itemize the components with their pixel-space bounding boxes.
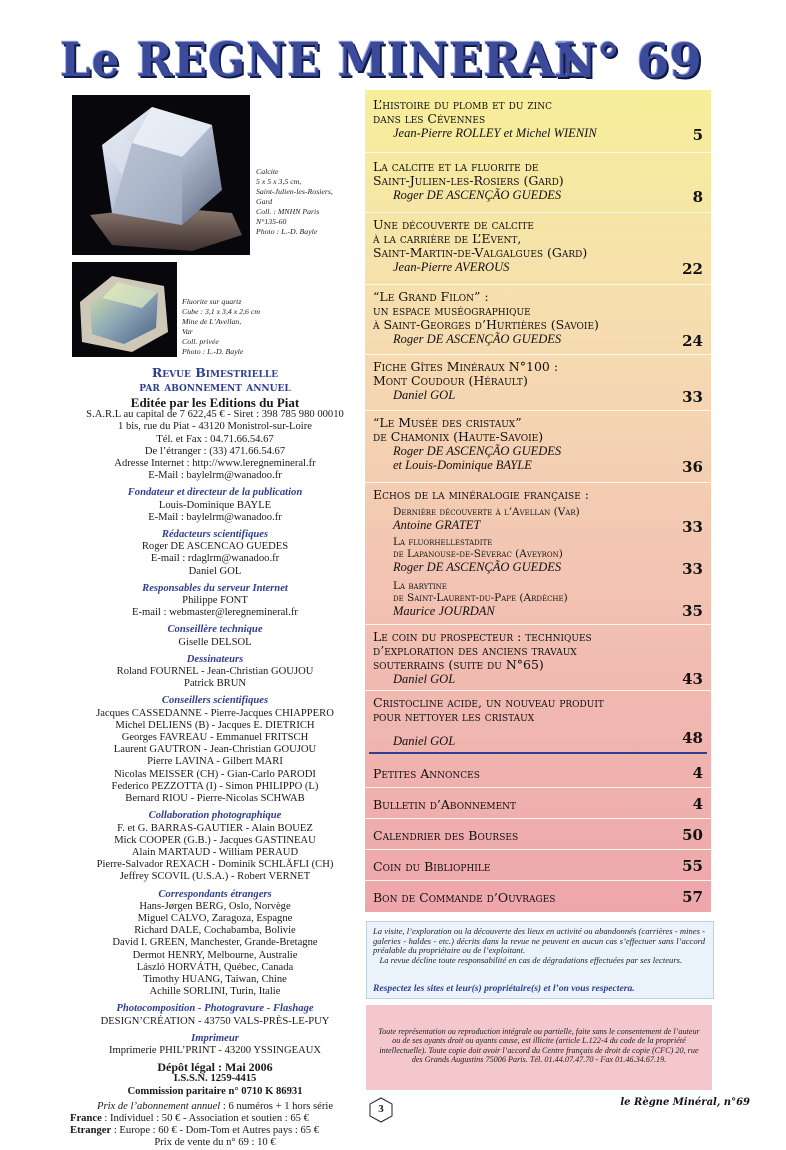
toc-page: 36 (682, 458, 703, 476)
toc-entry[interactable] (373, 359, 703, 406)
staff-line: Timothy HUANG, Taiwan, Chine (143, 973, 287, 985)
staff-line: E-Mail : baylelrm@wanadoo.fr (148, 511, 282, 523)
publisher-email[interactable]: E-Mail : baylelrm@wanadoo.fr (148, 470, 282, 482)
toc-title: à Saint-Georges d’Hurtières (Savoie) (373, 317, 599, 332)
publisher-line: De l’étranger : (33) 471.66.54.67 (144, 445, 286, 457)
commission-paritaire: Commission paritaire n° 0710 K 86931 (127, 1085, 303, 1097)
divider (365, 690, 711, 691)
publisher-line: 1 bis, rue du Piat - 43120 Monistrol-sur-Loire (118, 421, 312, 433)
toc-subtitle: de Saint-Laurent-du-Pape (Ardèche) (393, 592, 568, 604)
staff-line: Roland FOURNEL - Jean-Christian GOUJOU (116, 666, 314, 678)
toc-title: souterrains (suite du N°65) (373, 657, 544, 672)
staff-line: Pierre LAVINA - Gilbert MARI (147, 756, 283, 768)
toc-page: 33 (682, 560, 703, 578)
staff-line: F. et G. BARRAS-GAUTIER - Alain BOUEZ (117, 822, 313, 834)
toc-short-entry[interactable] (373, 859, 703, 874)
toc-subtitle: Dernière découverte à l’Avellan (Var) (393, 506, 580, 518)
toc-author: Roger DE ASCENÇÃO GUEDES (393, 188, 562, 202)
toc-subentry[interactable] (373, 536, 703, 578)
staff-line: Dermot HENRY, Melbourne, Australie (132, 949, 298, 961)
toc-author: Maurice JOURDAN (393, 604, 495, 618)
price-detail: : 6 numéros + 1 hors série (220, 1100, 334, 1112)
staff-line: Georges FAVREAU - Emmanuel FRITSCH (121, 732, 309, 744)
toc-entry[interactable] (373, 97, 703, 144)
staff-label: Dessinateurs (186, 653, 244, 665)
toc-title: Cristocline acide, un nouveau produit (373, 695, 604, 710)
toc-page: 4 (692, 764, 703, 782)
toc-author: Roger DE ASCENÇÃO GUEDES (393, 560, 562, 574)
toc-author: Daniel GOL (393, 388, 456, 402)
staff-line: Pierre-Salvador REXACH - Dominik SCHLÄFLI (CH) (96, 859, 334, 871)
publisher-line: Tél. et Fax : 04.71.66.54.67 (156, 433, 274, 445)
divider (365, 410, 711, 411)
toc-author: et Louis-Dominique BAYLE (393, 458, 532, 472)
fluorite-caption (182, 297, 302, 357)
toc-short-entry[interactable] (373, 828, 703, 843)
toc-page: 33 (682, 518, 703, 536)
toc-title: à la carrière de L’Event, (373, 231, 522, 246)
divider (369, 752, 707, 754)
toc-title: La calcite et la fluorite de (373, 159, 539, 174)
toc-author: Jean-Pierre ROLLEY et Michel WIENIN (393, 126, 597, 140)
caption-line: Var (182, 327, 193, 336)
toc-entry[interactable] (373, 630, 703, 686)
staff-line: E-mail : rdaglrm@wanadoo.fr (150, 553, 280, 565)
toc-author: Antoine GRATET (393, 518, 481, 532)
subscription-price (70, 1101, 360, 1113)
toc-subentry[interactable] (373, 580, 703, 618)
notice-text-1: La visite, l’exploration ou la découverte des lieux en activité ou abandonnés (carrières - mines - galeries - haldes - etc.) décrits dans la revue ne peuvent en aucun cas s’effectuer sans l’accord préalable du propriétaire ou de l’exploitant. (373, 926, 705, 956)
staff-line: Miguel CALVO, Zaragoza, Espagne (137, 912, 293, 924)
page-number (368, 1097, 394, 1123)
caption-line: 5 x 5 x 3,5 cm, (256, 177, 302, 186)
toc-title: dans les Cévennes (373, 111, 486, 126)
staff-label: Imprimeur (191, 1032, 239, 1044)
toc-subentry[interactable] (373, 506, 703, 536)
toc-page: 48 (682, 729, 703, 747)
toc-title: Saint-Martin-de-Valgalgues (Gard) (373, 245, 588, 260)
divider (365, 212, 711, 213)
toc-page: 4 (692, 795, 703, 813)
price-etranger-label: Etranger (70, 1125, 112, 1137)
divider (365, 787, 711, 788)
magazine-title: Le REGNE MINERAL (60, 32, 588, 88)
issn: I.S.S.N. 1259-4415 (173, 1073, 257, 1085)
cover-price: Prix de vente du n° 69 : 10 € (154, 1137, 276, 1149)
staff-line: Laurent GAUTRON - Jean-Christian GOUJOU (113, 744, 317, 756)
copyright-text: Toute représentation ou reproduction intégrale ou partielle, faite sans le consentement de l’auteur ou de ses ayants droit ou ayants cause, est illicite (article L.122-4 du code de la propriété intellectuelle). Toute copie doit avoir l’accord du Centre français de droit de copie (CFC) 20, rue des Grands Augustins 75006 Paris. Tél. 01.44.07.47.70 - Fax 01.46.34.67.19. (378, 1027, 700, 1065)
revue-frequency: Revue Bimestrielle (151, 365, 279, 380)
toc-page: 57 (682, 888, 703, 906)
staff-line: Jacques CASSEDANNE - Pierre-Jacques CHIAPPERO (96, 707, 334, 719)
divider (365, 849, 711, 850)
staff-line: Giselle DELSOL (178, 636, 252, 648)
staff-line: Nicolas MEISSER (CH) - Gian-Carlo PARODI (114, 768, 316, 780)
toc-entry[interactable] (373, 289, 703, 350)
staff-line: Achille SORLINI, Turin, Italie (149, 986, 281, 998)
divider (365, 880, 711, 881)
toc-author: Daniel GOL (393, 672, 456, 686)
caption-line: N°135-60 (256, 217, 287, 226)
toc-title: Saint-Julien-les-Rosiers (Gard) (373, 173, 564, 188)
toc-title: de Chamonix (Haute-Savoie) (373, 429, 544, 444)
staff-label: Conseillers scientifiques (161, 695, 269, 707)
toc-title: Une découverte de calcite (373, 217, 534, 232)
toc-entry[interactable] (373, 217, 703, 278)
toc-short-entry[interactable] (373, 766, 703, 781)
toc-title: un espace muséographique (373, 303, 531, 318)
staff-line: Louis-Dominique BAYLE (158, 499, 272, 511)
toc-entry[interactable] (373, 488, 703, 502)
staff-line: E-mail : webmaster@leregnemineral.fr (132, 607, 298, 619)
toc-subtitle: La fluorhellestadite (393, 536, 493, 548)
toc-short-entry[interactable] (373, 797, 703, 812)
depot-legal: Dépôt légal : Mai 2006 (157, 1060, 273, 1075)
toc-short-entry[interactable] (373, 890, 703, 905)
publisher-info (70, 366, 360, 1150)
issue-number: N° 69 (553, 34, 702, 89)
divider (365, 284, 711, 285)
toc-title: Bon de Commande d’Ouvrages (373, 890, 556, 905)
staff-line: Michel DELIENS (B) - Jacques E. DIETRICH (115, 719, 315, 731)
toc-page: 33 (682, 388, 703, 406)
site-access-notice (366, 921, 714, 999)
toc-page: 50 (682, 826, 703, 844)
staff-line: Alain MARTAUD - William PERAUD (131, 846, 299, 858)
caption-line: Cube : 3,1 x 3,4 x 2,6 cm (182, 307, 260, 316)
toc-page: 55 (682, 857, 703, 875)
staff-label: Photocomposition - Photogravure - Flashage (116, 1003, 314, 1015)
toc-author: Daniel GOL (393, 734, 456, 748)
toc-title: “Le Grand Filon” : (373, 289, 489, 304)
staff-line: Richard DALE, Cochabamba, Bolivie (134, 925, 296, 937)
toc-page: 35 (682, 602, 703, 620)
toc-subtitle: La barytine (393, 580, 447, 592)
divider (365, 152, 711, 153)
calcite-caption (256, 167, 356, 237)
toc-title: Fiche Gîtes Minéraux N°100 : (373, 359, 559, 374)
toc-page: 24 (682, 332, 703, 350)
masthead (60, 30, 720, 90)
staff-line: Roger DE ASCENCAO GUEDES (141, 541, 289, 553)
price-france-value: : Individuel : 50 € - Association et soutien : 65 € (101, 1112, 309, 1124)
price-label: Prix de l’abonnement annuel (96, 1100, 221, 1112)
staff-line: László HORVÁTH, Québec, Canada (136, 961, 294, 973)
revue-subscription: par abonnement annuel (139, 378, 291, 394)
divider (365, 482, 711, 483)
calcite-photo (72, 95, 250, 255)
caption-line: Calcite (256, 167, 279, 176)
toc-title: Coin du Bibliophile (373, 859, 491, 874)
staff-line: David I. GREEN, Manchester, Grande-Bretagne (112, 937, 318, 949)
notice-bold: Respectez les sites et leur(s) propriétaire(s) et l’on vous respectera. (373, 983, 635, 994)
staff-line: Imprimerie PHIL’PRINT - 43200 YSSINGEAUX (108, 1044, 322, 1056)
staff-line: Hans-Jørgen BERG, Oslo, Norvège (139, 900, 291, 912)
caption-line: Photo : L.-D. Bayle (256, 227, 318, 236)
staff-label: Collaboration photographique (148, 810, 282, 822)
divider (365, 354, 711, 355)
toc-title: Petites Annonces (373, 766, 480, 781)
staff-line: Patrick BRUN (183, 678, 247, 690)
toc-page: 22 (682, 260, 703, 278)
divider (365, 624, 711, 625)
toc-author: Jean-Pierre AVEROUS (393, 260, 510, 274)
staff-line: Federico PEZZOTTA (I) - Simon PHILIPPO (L) (111, 780, 319, 792)
toc-page: 5 (692, 126, 703, 144)
staff-line: Jeffrey SCOVIL (U.S.A.) - Robert VERNET (119, 871, 311, 883)
toc-title: Bulletin d’Abonnement (373, 797, 517, 812)
publisher-line: S.A.R.L au capital de 7 622,45 € - Siret : 398 785 980 00010 (86, 409, 344, 421)
page-number-text: 3 (378, 1103, 384, 1115)
caption-line: Mine de L’Avellan, (182, 317, 242, 326)
staff-label: Responsables du serveur Internet (142, 582, 288, 594)
toc-title: Mont Coudour (Hérault) (373, 373, 528, 388)
footer-magazine-name: le Règne Minéral, n°69 (620, 1097, 750, 1108)
publisher-name: Editée par les Editions du Piat (130, 395, 300, 410)
caption-line: Fluorite sur quartz (182, 297, 242, 306)
staff-line: Bernard RIOU - Pierre-Nicolas SCHWAB (125, 793, 305, 805)
notice-text-2: La revue décline toute responsabilité en cas de dégradations effectuées par ses lecteurs. (379, 954, 683, 965)
price-france (70, 1113, 360, 1125)
price-france-label: France (70, 1112, 102, 1124)
staff-line: Mick COOPER (G.B.) - Jacques GASTINEAU (114, 834, 316, 846)
toc-title: L’histoire du plomb et du zinc (373, 97, 552, 112)
toc-subtitle: de Lapanouse-de-Séverac (Aveyron) (393, 548, 563, 560)
price-etranger (70, 1125, 360, 1137)
toc-title: Echos de la minéralogie française : (373, 487, 589, 502)
copyright-box (366, 1005, 712, 1090)
toc-title: d’exploration des anciens travaux (373, 643, 577, 658)
toc-author: Roger DE ASCENÇÃO GUEDES (393, 332, 562, 346)
table-of-contents (365, 90, 711, 912)
notice-text (373, 927, 705, 965)
staff-line: DESIGN’CRÉATION - 43750 VALS-PRÈS-LE-PUY (100, 1015, 330, 1027)
caption-line: Saint-Julien-les-Rosiers, (256, 187, 333, 196)
fluorite-photo (72, 262, 177, 357)
divider (365, 818, 711, 819)
caption-line: Coll. : MNHN Paris (256, 207, 320, 216)
staff-line: Philippe FONT (182, 595, 248, 607)
toc-title: Le coin du prospecteur : techniques (373, 629, 592, 644)
toc-entry[interactable] (373, 415, 703, 476)
caption-line: Photo : L.-D. Bayle (182, 347, 244, 356)
publisher-website[interactable]: Adresse Internet : http://www.leregnemineral.fr (114, 458, 316, 470)
toc-page: 43 (682, 670, 703, 688)
staff-line: Daniel GOL (188, 565, 242, 577)
toc-page: 8 (692, 188, 703, 206)
toc-title: “Le Musée des cristaux” (373, 415, 522, 430)
staff-label: Conseillère technique (167, 624, 263, 636)
toc-entry[interactable] (373, 159, 703, 206)
caption-line: Coll. privée (182, 337, 219, 346)
staff-label: Rédacteurs scientifiques (161, 529, 269, 541)
staff-label: Correspondants étrangers (158, 888, 272, 900)
toc-author: Roger DE ASCENÇÃO GUEDES (393, 444, 562, 458)
toc-title: Calendrier des Bourses (373, 828, 519, 843)
toc-entry[interactable] (373, 696, 703, 748)
price-etranger-value: : Europe : 60 € - Dom-Tom et Autres pays : 65 € (111, 1125, 320, 1137)
staff-label: Fondateur et directeur de la publication (127, 487, 303, 499)
caption-line: Gard (256, 197, 273, 206)
toc-title: pour nettoyer les cristaux (373, 709, 535, 724)
